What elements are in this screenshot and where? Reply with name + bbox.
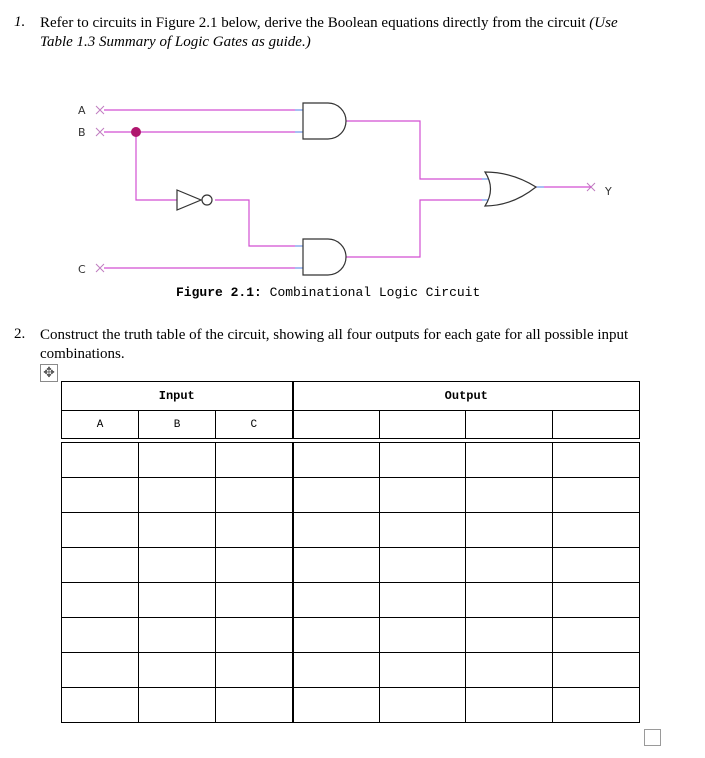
output-column-1-header: [293, 411, 380, 439]
question-2-text: [40, 326, 700, 364]
table-cell[interactable]: [139, 443, 216, 478]
and-gate-2: [303, 239, 346, 275]
output-header: Output: [293, 382, 640, 411]
table-cell[interactable]: [62, 618, 139, 653]
table-cell[interactable]: [293, 548, 380, 583]
table-row: [62, 688, 640, 723]
table-cell[interactable]: [553, 513, 640, 548]
table-cell[interactable]: [293, 688, 380, 723]
figure-caption: [176, 285, 480, 300]
table-cell[interactable]: [139, 513, 216, 548]
table-cell[interactable]: [293, 478, 380, 513]
table-row: [62, 443, 640, 478]
table-cell[interactable]: [293, 443, 380, 478]
question-1-number: 1.: [14, 14, 26, 30]
table-cell[interactable]: [380, 548, 466, 583]
table-row: [62, 653, 640, 688]
table-cell[interactable]: [466, 583, 553, 618]
input-header: Input: [62, 382, 293, 411]
output-column-3-header: [466, 411, 553, 439]
table-cell[interactable]: [62, 443, 139, 478]
column-c-header: C: [216, 411, 293, 439]
figure-caption-label: Figure 2.1:: [176, 285, 262, 300]
table-cell[interactable]: [62, 478, 139, 513]
table-cell[interactable]: [139, 548, 216, 583]
table-cell[interactable]: [139, 583, 216, 618]
input-a-label: A: [78, 104, 86, 117]
table-cell[interactable]: [139, 478, 216, 513]
table-cell[interactable]: [553, 443, 640, 478]
table-row: [62, 618, 640, 653]
table-cell[interactable]: [216, 583, 293, 618]
table-cell[interactable]: [380, 618, 466, 653]
truth-table-body: [62, 443, 640, 723]
table-cell[interactable]: [216, 513, 293, 548]
table-cell[interactable]: [553, 478, 640, 513]
question-1-line1-italic: (Use: [589, 15, 618, 31]
logic-circuit-diagram: [0, 0, 705, 320]
table-cell[interactable]: [216, 548, 293, 583]
question-1-line2: Table 1.3 Summary of Logic Gates as guide.): [40, 34, 311, 50]
not-gate: [177, 190, 212, 210]
table-row: [62, 478, 640, 513]
table-cell[interactable]: [293, 583, 380, 618]
table-row: [62, 583, 640, 618]
question-2-line1: Construct the truth table of the circuit, showing all four outputs for each gate for all possible input: [40, 327, 629, 343]
table-cell[interactable]: [62, 513, 139, 548]
input-a-marker-icon: [96, 106, 104, 114]
table-cell[interactable]: [293, 513, 380, 548]
question-2-line2: combinations.: [40, 346, 125, 362]
table-cell[interactable]: [553, 548, 640, 583]
table-cell[interactable]: [553, 618, 640, 653]
table-cell[interactable]: [553, 688, 640, 723]
input-b-marker-icon: [96, 128, 104, 136]
truth-table: [61, 381, 640, 723]
table-cell[interactable]: [466, 443, 553, 478]
figure-caption-title: Combinational Logic Circuit: [269, 285, 481, 300]
table-cell[interactable]: [216, 443, 293, 478]
table-cell[interactable]: [380, 653, 466, 688]
table-cell[interactable]: [216, 688, 293, 723]
move-arrows-icon[interactable]: ✥: [40, 364, 58, 382]
table-cell[interactable]: [62, 583, 139, 618]
output-y-label: Y: [605, 185, 612, 198]
table-cell[interactable]: [466, 478, 553, 513]
table-cell[interactable]: [216, 478, 293, 513]
table-cell[interactable]: [380, 583, 466, 618]
table-cell[interactable]: [293, 618, 380, 653]
table-cell[interactable]: [380, 443, 466, 478]
table-cell[interactable]: [466, 653, 553, 688]
table-cell[interactable]: [62, 653, 139, 688]
table-cell[interactable]: [466, 548, 553, 583]
table-cell[interactable]: [466, 618, 553, 653]
table-cell[interactable]: [139, 653, 216, 688]
table-cell[interactable]: [380, 478, 466, 513]
table-cell[interactable]: [553, 583, 640, 618]
table-cell[interactable]: [139, 618, 216, 653]
table-cell[interactable]: [380, 688, 466, 723]
question-1-line1: Refer to circuits in Figure 2.1 below, derive the Boolean equations directly from the circuit: [40, 15, 586, 31]
input-b-label: B: [78, 126, 86, 139]
table-cell[interactable]: [216, 653, 293, 688]
question-2-number: 2.: [14, 326, 26, 342]
table-cell[interactable]: [216, 618, 293, 653]
table-cell[interactable]: [62, 548, 139, 583]
table-cell[interactable]: [466, 513, 553, 548]
column-b-header: B: [139, 411, 216, 439]
table-cell[interactable]: [466, 688, 553, 723]
table-row: [62, 513, 640, 548]
output-column-4-header: [553, 411, 640, 439]
table-cell[interactable]: [293, 653, 380, 688]
table-cell[interactable]: [380, 513, 466, 548]
or-gate: [485, 172, 536, 206]
table-cell[interactable]: [139, 688, 216, 723]
output-column-2-header: [380, 411, 466, 439]
input-c-marker-icon: [96, 264, 104, 272]
end-checkbox[interactable]: [644, 729, 661, 746]
table-cell[interactable]: [553, 653, 640, 688]
column-a-header: A: [62, 411, 139, 439]
table-cell[interactable]: [62, 688, 139, 723]
table-row: [62, 548, 640, 583]
input-c-label: C: [78, 263, 86, 276]
and-gate-1: [303, 103, 346, 139]
junction-dot: [131, 127, 141, 137]
